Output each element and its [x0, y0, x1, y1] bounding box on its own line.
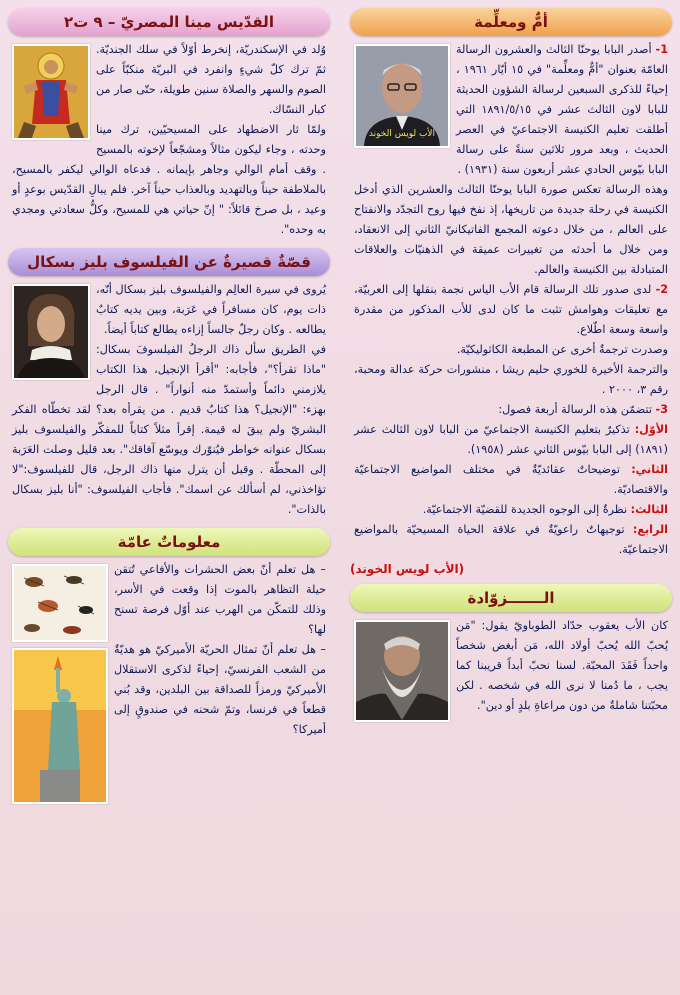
paragraph: أصدر البابا يوحنّا الثالث والعشرون الرسالة العامّة بعنوان "أمٌّ ومعلِّمة" في ١٥ أيّار ١٩٦١ ، إحياءً للذكرى السبعين لرسالة الشؤون الحديثة للبابا لاون الثالث عشر في ١٨٩١/٥/١٥ التي أطلقت تعليم الكنيسة الاجتماعيّ في العصر الحديث ، وبعد مرور ثلاثين سنةً على رسالة البابا بيّوس الحادي عشر أربعون سنة (١٩٣١) . — [456, 43, 669, 176]
paragraph: وصدرت ترجمةٌ أخرى عن المطبعة الكاثوليكيّة. — [456, 343, 668, 356]
portrait-louis-khoned — [354, 44, 450, 148]
chapter-text: توجيهاتٌ راعويّةٌ في علاقة الحياة المسيحيّة بالمواضيع الاجتماعيّة. — [354, 523, 668, 556]
section-title-pascal-story: قصّةٌ قصيرةٌ عن الفيلسوف بليز بسكال — [8, 248, 330, 276]
article-pascal-story — [12, 280, 326, 520]
chapter-label: الأوّل: — [634, 423, 668, 436]
section-title-saint-mina: القدّيس مينا المصريّ – ٩ ت٢ — [8, 8, 330, 36]
chapter-text: نظرةٌ إلى الوجوه الجديدة للقضيّة الاجتماعيّة. — [422, 503, 628, 516]
portrait-blaise-pascal — [12, 284, 90, 380]
section-title-general-info: معلوماتٌ عامّة — [8, 528, 330, 556]
statue-of-liberty-image — [14, 650, 106, 802]
paragraph: كان الأب يعقوب حدّاد الطوباويّ يقول: "مَن يُحبّ الله يُحبّ أولاد الله، مَن أبغض شخصاً واحداً فَقَدَ المحبّة. لسنا نحبّ أبداً قريبنا كما يجب ، ما دُمنا لا نرى الله في شخصه . لكن محبّتنا شاملةٌ من دون مراعاةِ بلدٍ أو دين". — [456, 619, 668, 712]
paragraph: في الطريق سأل ذاك الرجلُ الفيلسوفَ بسكال: "ماذا تقرأ؟"، فأجابه: "أقرأ الإنجيل، هذا الكتاب يلازمني دائماً وأستمدّ منه أنواراً" . قال الرجل بهزء: "الإنجيل؟ هذا كتابٌ قديم . من يقرأه بعد؟ لقد تخطّاه الفكر البشريّ ولم يبقَ له قيمة. إقرأ مثلاً كتاباً للمفكّر والفيلسوف بليز بسكال عنوانه خواطر فيُنوّرك ويوسّع آفاقك". بعد قليل وصلت العَرَبة إلى المحطّة . وقبل أن يترل منها ذاك الرجل، قال للفيلسوف:"لا تؤاخذني، لم أسألك عن اسمك". فأجاب الفيلسوف: "أنا بليز بسكال بالذات". — [12, 343, 326, 516]
insects-illustration — [12, 564, 108, 642]
portrait-caption: الأب لويس الخوند — [368, 129, 436, 139]
chapter-label: الثاني: — [631, 463, 668, 476]
paragraph: ولمّا ثار الاضطهاد على المسيحيّين، ترك مينا وحدته ، وجاء ليكون مثالاً ومشجّعاً لإخوته بالمسيح . وقف أمام الوالي وجاهر بإيمانه . فدعاه الوالي ليكفر بالمسيح، بالملاطفة حيناً وبالتهديد وبالعذاب حيناً آخر. فلم يبالِ القدّيس بوعدٍ أو وعيد ، بل صرخ قائلاً: " إنّ حياتي هي للمسيح، وكلُّ سعادتي ومجدي به وحده". — [12, 123, 326, 236]
left-column — [8, 8, 330, 806]
chapter-text: توضيحاتٌ عقائديّةٌ في مختلف المواضيع الاجتماعيّة والاقتصاديّة. — [354, 463, 668, 496]
chapter-label: الرابع: — [632, 523, 668, 536]
paragraph: يُروى في سيرة العالِم والفيلسوف بليز بسكال أنّه، ذات يوم، كان مسافراً في عَرَبة، وبين يديه كتابٌ يطالعه . وكان رجلٌ جالساً إزاءه يطالع كتاباً أيضاً. — [96, 283, 326, 336]
section-title-mother-teacher: أمٌّ ومعلِّمة — [350, 8, 672, 36]
pascal-portrait-image — [14, 286, 88, 378]
article-general-info — [12, 560, 326, 740]
statue-of-liberty-illustration — [12, 648, 108, 804]
article-saint-mina — [12, 40, 326, 240]
chapter-label: الثالث: — [630, 503, 668, 516]
chapter-text: تذكيرٌ بتعليم الكنيسة الاجتماعيّ من البابا لاون الثالث عشر (١٨٩١) إلى البابا بيّوس الثاني عشر (١٩٥٨). — [354, 423, 668, 456]
saint-icon-image — [14, 46, 88, 138]
paragraph: تتضمّن هذه الرسالة أربعة فصول: — [498, 403, 652, 416]
portrait-bearded-man-image — [356, 622, 448, 720]
article-mother-teacher: الأب لويس الخوند 1- أصدر البابا يوحنّا الثالث والعشرون الرسالة العامّة بعنوان "أمٌّ ومعلِّمة" في ١٥ أيّار ١٩٦١ ، إحياءً للذكرى السبعين لرسالة الشؤون الحديثة للبابا لاون الثالث عشر في ١٨٩١/٥/١٥ التي أطلقت تعليم الكنيسة الاجتماعيّ في العصر الحديث ، وبعد مرور ثلاثين سنةً على رسالة البابا بيّوس الحادي عشر أربعون سنة (١٩٣١) . وهذه الرسالة تعكس صورة البابا يوحنّا الثالث والعشرين الذي أدخل الكنيسة في رحلة جديدة من تاريخها، إذ نفخ فيها روح التجدّد والانفتاح على العالم ، من خلال دعوته المجمع الفاتيكانيّ الثاني إلى الانعقاد، ومن خلال ما أحدثه من تغييرات عميقة في الذهنيّات والعلاقات المتبادلة بين الكنيسة والعالم. 2- لدى صدور تلك الرسالة قام الأب الياس نجمة بنقلها إلى العربيّة، مع تعليقات وهوامش تثبت ما كان لدى للأب المذكور من مقدرة واسعة وسعة اطّلاع. وصدرت ترجمةٌ أخرى عن المطبعة الكاثوليكيّة. والترجمة الأخيرة للخوري حليم ريشا ، منشورات حركة عدالة ومحبة، رقم ٣، ٢٠٠٠ . 3- تتضمّن هذه الرسالة أربعة فصول: الأوّل: تذكيرٌ بتعليم الكنيسة الاجتماعيّ من البابا لاون الثالث عشر (١٨٩١) إلى البابا بيّوس الثاني عشر (١٩٥٨). الثاني: توضيحاتٌ عقائديّةٌ في مختلف المواضيع الاجتماعيّة والاقتصاديّة. الثالث: نظرةٌ إلى الوجوه الجديدة للقضيّة الاجتماعيّة. الرابع: توجيهاتٌ راعويّةٌ في علاقة الحياة المسيحيّة بالمواضيع الاجتماعيّة. — [354, 43, 669, 556]
article-provision — [354, 616, 668, 716]
insects-image — [14, 566, 106, 640]
icon-saint-mina — [12, 44, 90, 140]
paragraph: والترجمة الأخيرة للخوري حليم ريشا ، منشورات حركة عدالة ومحبة، رقم ٣، ٢٠٠٠ . — [354, 363, 668, 396]
paragraph: – هل تعلم أنّ تمثال الحريّة الأميركيّ هو هديّةٌ من الشعب الفرنسيّ، إحياءً لذكرى الاستقلال الأميركيّ ورمزاً للصداقة بين البلدين، وقد بُني قطعاً في فرنسا، وتمّ شحنه في صندوقٍ إلى أميركا؟ — [114, 643, 326, 736]
section-title-provision: الـــــــزوّادة — [350, 584, 672, 612]
paragraph: وهذه الرسالة تعكس صورة البابا يوحنّا الثالث والعشرين الذي أدخل الكنيسة في رحلة جديدة من تاريخها، إذ نفخ فيها روح التجدّد والانفتاح على العالم ، من خلال دعوته المجمع الفاتيكانيّ الثاني إلى الانعقاد، ومن خلال ما أحدثه من تغييرات عميقة في الذهنيّات والعلاقات المتبادلة بين الكنيسة والعالم. — [354, 183, 668, 276]
paragraph: لدى صدور تلك الرسالة قام الأب الياس نجمة بنقلها إلى العربيّة، مع تعليقات وهوامش تثبت ما كان لدى للأب المذكور من مقدرة واسعة وسعة اطّلاع. — [354, 283, 668, 336]
paragraph: – هل تعلم أنّ بعض الحشرات والأفاعي تُتقن حيلة التظاهر بالموت إذا وقعت في الأسر، وذلك للتمكّن من الهرب عند أوّل فرصة تسنح لها؟ — [114, 563, 326, 636]
portrait-bearded-monk — [354, 620, 450, 722]
paragraph: وُلد في الإسكندريّة، إنخرط أوّلاً في سلك الجنديّة. ثمّ ترك كلّ شيءٍ وانفرد في البريّة منكبّاً على الصوم والسهر والصلاة سنين طويلة، حتّى صار من كبار النسّاك. — [96, 43, 326, 116]
author-signature: (الأب لويس الخوند) — [350, 562, 465, 576]
right-column — [350, 8, 672, 724]
